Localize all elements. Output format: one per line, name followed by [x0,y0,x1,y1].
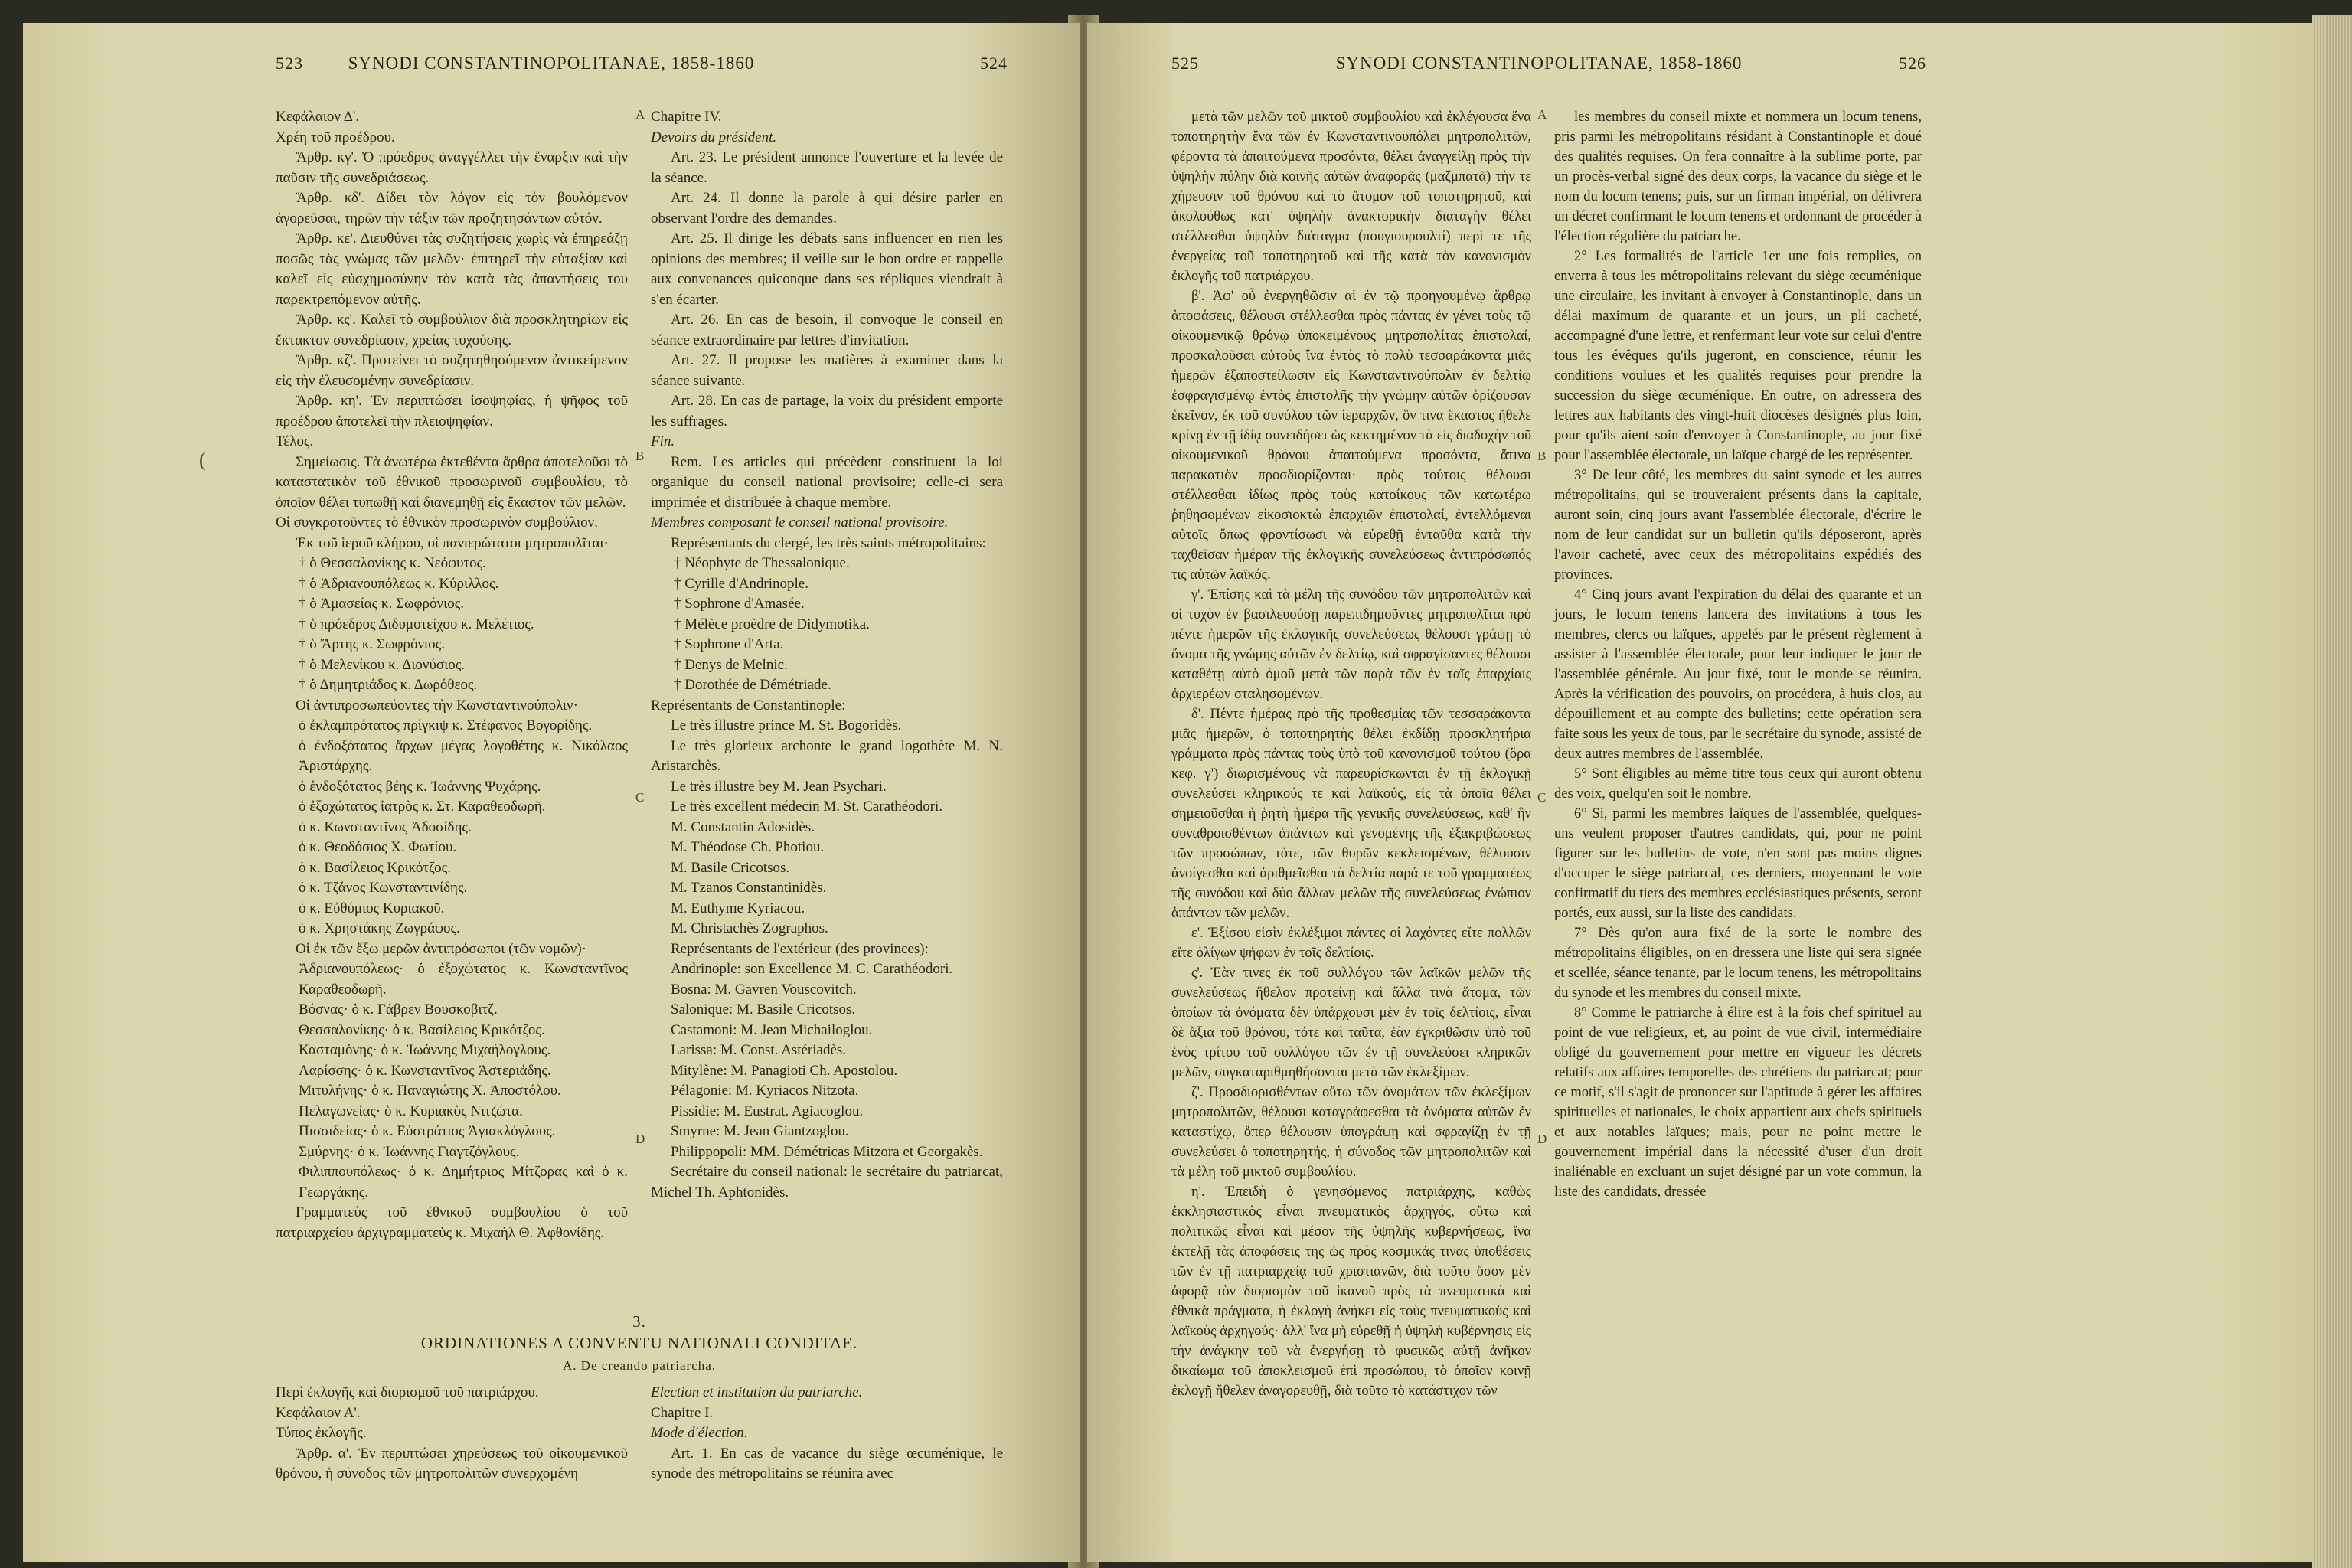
greek-article: Ἄρθρ. κγ'. Ὁ πρόεδρος ἀναγγέλλει τὴν ἔναρξιν καὶ τὴν παῦσιν τῆς συνεδριάσεως. [276,149,628,186]
french-article: Art. 1. En cas de vacance du siège œcuménique, le synode des métropolitains se réunira avec [651,1445,1003,1481]
french-chapter-subheading: Devoirs du président. [651,129,777,145]
left-french-column [651,107,1003,1203]
french-member: Le très glorieux archonte le grand logothète M. N. Aristarchès. [651,737,1003,774]
french-chapter-subheading: Mode d'élection. [651,1425,748,1441]
greek-article: Ἄρθρ. α'. Ἐν περιπτώσει χηρεύσεως τοῦ οἰκουμενικοῦ θρόνου, ἡ σύνοδος τῶν μητροπολιτῶν συνερχομένη [276,1445,628,1481]
french-member: † Denys de Melnic. [674,656,788,673]
french-member: M. Théodose Ch. Photiou. [671,839,825,855]
french-article: 3° De leur côté, les membres du saint synode et les autres métropolitains, qui se trouveraient présents dans la capitale, auront soin, cinq jours avant l'assemblée électorale, d'écrire le nom de leur candidat sur un bulletin qu'ils déposeront, après l'avoir cacheté, avec ceux des métropolitains expédiés des provinces. [1554,468,1922,583]
greek-member: † ὁ Δημητριάδος κ. Δωρόθεος. [299,677,478,693]
right-page [1087,23,2312,1562]
greek-note: Σημείωσις. Τὰ ἀνωτέρω ἐκτεθέντα ἄρθρα ἀποτελοῦσι τὸ καταστατικὸν τοῦ ἐθνικοῦ προσωρινοῦ συμβουλίου, τὸ ὁποῖον θέλει τυπωθῇ καὶ διανεμηθῇ εἰς ἕκαστον τῶν μελῶν. [276,453,628,511]
french-member: M. Tzanos Constantinidès. [671,880,827,896]
french-member: † Dorothée de Démétriade. [674,677,831,693]
greek-article: η'. Ἐπειδὴ ὁ γενησόμενος πατριάρχης, καθὼς ἐκκλησιαστικὸς εἶναι πνευματικὸς ἀρχηγός, οὕτω καὶ πολιτικῶς εἶναι καὶ μέσον τῆς ὑψηλῆς κυβερνήσεως, ἵνα ἐκτελῇ τὰς ἀποφάσεις της ὡς πρὸς κοσμικάς τινας ὑποθέσεις τῶν ἐν τῇ πατριαρχείᾳ τοῦ χριστιανῶν, διὰ τοῦτο ὅσον μὲν ἀφορᾷ τὸν διορισμὸν τοῦ ἱκανοῦ πρὸς τὰ πνευματικὰ καὶ ἐθνικὰ πράγματα, ἡ ἐκλογὴ ἀνήκει εἰς τοὺς πνευματικοὺς καὶ λαϊκοὺς ἀρχηγούς· ἀλλ' ἵνα μὴ εὑρεθῇ ἡ ὑψηλὴ κυβέρνησις εἰς τὴν ἀνάγκην τοῦ νὰ ἐνεργήσῃ τὸ φυσικῶς αὐτῇ ἀνῆκον δικαίωμα τοῦ ἀποκλεισμοῦ ἐπὶ προσώπου, τὸ ὁποῖον κοινῇ ἐκλογῇ ἤθελεν ἀναγορευθῇ, διὰ τοῦτο τὸ κατάστιχον τῶν [1171,1184,1531,1399]
margin-letter-c: C [635,790,645,805]
french-clergy-heading: Représentants du clergé, les très saints métropolitains: [671,534,986,551]
french-province: Smyrne: M. Jean Giantzoglou. [671,1123,849,1139]
margin-letter-b: B [1537,449,1547,463]
greek-chapter-subheading: Χρέη τοῦ προέδρου. [276,129,395,145]
left-greek-column [276,107,628,1243]
french-province: Philippopoli: MM. Démétricas Mitzora et Georgakès. [671,1143,983,1160]
greek-member: † ὁ Μελενίκου κ. Διονύσιος. [299,656,466,673]
greek-chapter-subheading: Τύπος ἐκλογῆς. [276,1425,367,1441]
greek-article: Ἄρθρ. κδ'. Δίδει τὸν λόγον εἰς τὸν βουλόμενον ἀγορεῦσαι, τηρῶν τὴν τάξιν τῶν προζητησάντων αὐτόν. [276,190,628,227]
greek-member: † ὁ πρόεδρος Διδυμοτείχου κ. Μελέτιος. [299,616,534,632]
french-province: Bosna: M. Gavren Vouscovitch. [671,981,857,998]
greek-member: ὁ κ. Κωνσταντῖνος Ἀδοσίδης. [299,818,472,835]
greek-article: ζ'. Προσδιορισθέντων οὕτω τῶν ὀνομάτων τῶν ἐκλεξίμων μητροπολιτῶν, θέλουσι καταγράφεσθαι τὰ ὀνόματα αὐτῶν ἐν καταστίχῳ, ὅπερ θέλουσιν ὑπογράψῃ καὶ σφραγίζῃ ἐν τῇ συνελεύσει ὁ τοποτηρητής, ἡ σύνοδος τῶν μητροπολιτῶν καὶ τὰ μέλη τοῦ μικτοῦ συμβουλίου. [1171,1085,1531,1180]
greek-article: β'. Ἀφ' οὗ ἐνεργηθῶσιν αἱ ἐν τῷ προηγουμένῳ ἄρθρῳ ἀποφάσεις, θέλουσι στέλλεσθαι πρὸς πάντας ἐν γένει τοὺς τῷ οἰκουμενικῷ θρόνῳ ὑποκειμένους μητροπολίτας ἐπιστολαί, προσκαλοῦσαι αὐτοὺς ἵνα ἐντὸς τὸ πολὺ τεσσαράκοντα μιᾶς ἡμερῶν ἐξαποστείλωσιν εἰς Κωνσταντινούπολιν ἐν δελτίῳ ἐσφραγισμένῳ ἐντὸς ἐπιστολῆς τὴν γνώμην αὐτῶν ὁρίζουσαν ἐκεῖνον, ἐκ τοῦ συνόλου τῶν ἱεραρχῶν, ὃν τινα ἕκαστος ἤθελε κρίνῃ ἐν τῇ ἰδίᾳ συνειδήσει ὡς κεκτημένον τὰ εἰς διαδοχὴν τοῦ οἰκουμενικοῦ θρόνου ἀπαιτούμενα προσόντα, ἅτινα παρακατιὸν προσδιορίζονται· πρὸς τούτοις θέλουσι στέλλεσθαι ἰδίως πρὸς τοὺς κατοίκους τῶν κατωτέρω ῥηθησομένων εἰκοσιοκτὼ ἐπαρχιῶν ἐπιστολαί, ἐντελλόμεναι αὐτοῖς ὅπως φροντίσωσι νὰ εὑρεθῇ ἐνταῦθα κατὰ τὴν ταχθεῖσαν ἡμέραν τῆς ἐκλογικῆς συνελεύσεως ἀντιπρόσωπός τις αὐτῶν λαϊκός. [1171,289,1531,583]
greek-member: † ὁ Ἀδριανουπόλεως κ. Κύριλλος. [299,575,499,592]
left-bottom-french [651,1383,1003,1485]
greek-member: ὁ κ. Τζάνος Κωνσταντινίδης. [299,880,468,896]
right-running-title: SYNODI CONSTANTINOPOLITANAE, 1858-1860 [1335,54,1743,73]
french-election-heading: Election et institution du patriarche. [651,1384,863,1400]
french-article: Art. 27. Il propose les matières à examiner dans la séance suivante. [651,352,1003,389]
page-number-525: 525 [1171,54,1199,73]
french-member: Le très illustre prince M. St. Bogoridès. [671,717,902,733]
french-member: M. Euthyme Kyriacou. [671,900,805,916]
greek-member: ὁ ἐνδοξότατος ἄρχων μέγας λογοθέτης κ. Νικόλαος Ἀριστάρχης. [299,737,628,774]
pencil-mark: ( [199,449,206,471]
french-article: 8° Comme le patriarche à élire est à la fois chef spirituel au point de vue religieux, et, au point de vue civil, intermédiaire obligé du gouvernement pour mettre en vigueur les décrets relatifs aux affaires temporelles des chrétiens du patriarcat; pour ce motif, s'il s'agit de prononcer sur l'aptitude à gérer les affaires spirituelles et nationales, le choix appartient aux chefs spirituels et aux notables laïques; mais, pour ne point mettre le gouvernement impérial dans la nécessité d'user d'un droit inaliénable en excluant un sujet désigné par un vote commun, la liste des candidats, dressée [1554,1005,1922,1200]
french-province: Salonique: M. Basile Cricotsos. [671,1001,856,1018]
greek-chapter-heading: Κεφάλαιον Δ'. [276,109,360,125]
french-member: M. Basile Cricotsos. [671,859,790,876]
french-article: Art. 28. En cas de partage, la voix du président emporte les suffrages. [651,393,1003,430]
french-member: Le très illustre bey M. Jean Psychari. [671,778,887,795]
french-member: Le très excellent médecin M. St. Carathéodori. [671,799,943,815]
french-province: Andrinople: son Excellence M. C. Carathéodori. [671,961,953,977]
french-chapter-heading: Chapitre I. [651,1404,714,1421]
french-provinces-heading: Représentants de l'extérieur (des provinces): [671,940,929,957]
greek-province: Μιτυλήνης· ὁ κ. Παναγιώτης Χ. Ἀποστόλου. [299,1083,561,1099]
french-secretary: Secrétaire du conseil national: le secrétaire du patriarcat, Michel Th. Aphtonidès. [651,1164,1003,1200]
greek-article: Ἄρθρ. κε'. Διευθύνει τὰς συζητήσεις χωρὶς νὰ ἐπηρεάζῃ ποσῶς τὰς γνώμας τῶν μελῶν· ἐπιτηρεῖ τὴν εὐταξίαν καὶ καλεῖ εἰς εὐσχημοσύνην τὸν κατὰ τὰς ἀπαντήσεις του παρεκτρεπόμενον αὐτῆς. [276,230,628,308]
french-member: † Néophyte de Thessalonique. [674,555,850,571]
section-title: ORDINATIONES A CONVENTU NATIONALI CONDITAE. [420,1334,858,1352]
greek-member: † ὁ Ἀμασείας κ. Σωφρόνιος. [299,596,464,612]
french-article: Art. 23. Le président annonce l'ouverture et la levée de la séance. [651,149,1003,186]
greek-members-heading: Οἱ συγκροτοῦντες τὸ ἐθνικὸν προσωρινὸν συμβούλιον. [276,514,598,531]
page-number-524: 524 [980,54,1008,73]
greek-article: γ'. Ἐπίσης καὶ τὰ μέλη τῆς συνόδου τῶν μητροπολιτῶν καὶ οἱ τυχὸν ἐν βασιλευούσῃ παρεπιδημοῦντες μητροπολῖται πρὸ πέντε ἡμερῶν τῆς ἐκλογικῆς συνελεύσεως θέλουσι γράψῃ τὸ ὄνομα τῆς γνώμης αὐτῶν ἐν δελτίῳ, καὶ σφραγίσαντες θέλουσι καταθέτῃ αὐτὸ ὁμοῦ μετὰ τῶν παρὰ τῶν ἐν ταῖς ἐπαρχίαις ἀρχιερέων σταλησομένων. [1171,587,1531,702]
greek-province: Πελαγωνείας· ὁ κ. Κυριακὸς Νιτζώτα. [299,1102,523,1119]
greek-member: ὁ ἐξοχώτατος ἰατρὸς κ. Στ. Καραθεοδωρῆ. [299,799,546,815]
french-member: † Cyrille d'Andrinople. [674,575,808,592]
french-article: 7° Dès qu'on aura fixé de la sorte le nombre des métropolitains éligibles, on en dressera une liste qui sera signée et scellée, séance tenante, par le locum tenens, les métropolitains du synode et les membres du conseil mixte. [1554,926,1922,1001]
greek-member: ὁ ἐνδοξότατος βέης κ. Ἰωάννης Ψυχάρης. [299,778,541,795]
greek-end: Τέλος. [276,433,314,449]
greek-member: ὁ κ. Εὐθύμιος Κυριακοῦ. [299,900,445,916]
greek-member: ὁ κ. Χρηστάκης Ζωγράφος. [299,920,460,936]
greek-cple-heading: Οἱ ἀντιπροσωπεύοντες τὴν Κωνσταντινούπολιν· [296,697,578,714]
greek-province: Θεσσαλονίκης· ὁ κ. Βασίλειος Κρικότζος. [299,1021,545,1038]
section-number: 3. [632,1312,646,1331]
greek-article: ε'. Ἐξίσου εἰσὶν ἐκλέξιμοι πάντες οἱ λαχόντες εἴτε πολλῶν εἴτε ὀλίγων ψήφων ἐν τοῖς δελτίοις. [1171,926,1531,961]
greek-member: ὁ κ. Θεοδόσιος Χ. Φωτίου. [299,839,457,855]
greek-member: † ὁ Ἄρτης κ. Σωφρόνιος. [299,636,445,652]
greek-clergy-heading: Ἐκ τοῦ ἱεροῦ κλήρου, οἱ πανιερώτατοι μητροπολῖται· [296,534,609,551]
french-note: Rem. Les articles qui précèdent constituent la loi organique du conseil national provisoire; celle-ci sera imprimée et distribuée à chaque membre. [651,453,1003,511]
right-french-column [1554,107,1922,1202]
french-members-heading: Membres composant le conseil national provisoire. [651,514,949,531]
french-article: 6° Si, parmi les membres laïques de l'assemblée, quelques-uns veulent proposer d'autres candidats, qui, pour ne point figurer sur les bulletins de vote, n'en sont pas moins dignes d'occuper le siège patriarcal, ces derniers, moyennant le vote confirmatif du tiers des membres ecclésiastiques présents, seront portés, eux aussi, sur la liste des candidats. [1554,806,1922,921]
french-province: Pélagonie: M. Kyriacos Nitzota. [671,1083,859,1099]
greek-article: ς'. Ἐὰν τινες ἐκ τοῦ συλλόγου τῶν λαϊκῶν μελῶν τῆς συνελεύσεως ἤθελον προτείνῃ καὶ ἄλλα τινὰ ἄτομα, τῶν ὁποίων τὰ ὀνόματα δὲν ὑπάρχουσι μὲν ἐν τοῖς δελτίοις, εἶναι δὲ ἄξια τοῦ θρόνου, τότε καὶ ταῦτα, ἐὰν ἐγκριθῶσιν ὑπὸ τοῦ ἑνὸς τρίτου τοῦ συλλόγου τῶν ἐν τῇ συνελεύσει κληρικῶν μελῶν, συγκαταριθμηθήσονται μετὰ τῶν ἐκλεξίμων. [1171,965,1531,1080]
page-number-526: 526 [1899,54,1926,73]
greek-article: Ἄρθρ. κη'. Ἐν περιπτώσει ἰσοψηφίας, ἡ ψῆφος τοῦ προέδρου ἀποτελεῖ τὴν πλειοψηφίαν. [276,393,628,430]
greek-article: Ἄρθρ. κζ'. Προτείνει τὸ συζητηθησόμενον ἀντικείμενον εἰς τὴν ἐλευσομένην συνεδρίασιν. [276,352,628,389]
greek-province: Κασταμόνης· ὁ κ. Ἰωάννης Μιχαήλογλους. [299,1042,551,1058]
french-member: M. Christachès Zographos. [671,920,828,936]
greek-province: Λαρίσσης· ὁ κ. Κωνσταντῖνος Ἀστεριάδης. [299,1062,551,1079]
greek-article: Ἄρθρ. κς'. Καλεῖ τὸ συμβούλιον διὰ προσκλητηρίων εἰς ἔκτακτον συνεδρίασιν, χρείας τυχούσης. [276,312,628,348]
left-running-title: SYNODI CONSTANTINOPOLITANAE, 1858-1860 [348,54,755,73]
left-bottom-greek [276,1383,628,1485]
french-member: † Mélèce proèdre de Didymotika. [674,616,870,632]
french-end: Fin. [651,433,675,449]
french-chapter-heading: Chapitre IV. [651,109,722,125]
french-province: Mitylène: M. Panagioti Ch. Apostolou. [671,1062,898,1079]
greek-member: ὁ ἐκλαμπρότατος πρίγκιψ κ. Στέφανος Βογορίδης. [299,717,593,733]
margin-letter-a: A [1537,107,1547,122]
margin-letter-c: C [1537,790,1547,805]
greek-province: Φιλιππουπόλεως· ὁ κ. Δημήτριος Μίτζορας καὶ ὁ κ. Γεωργάκης. [299,1164,628,1200]
greek-secretary: Γραμματεὺς τοῦ ἐθνικοῦ συμβουλίου ὁ τοῦ πατριαρχείου ἀρχιγραμματεὺς κ. Μιχαὴλ Θ. Ἀφθονίδης. [276,1204,628,1241]
greek-province: Σμύρνης· ὁ κ. Ἰωάννης Γιαγτζόγλους. [299,1143,520,1160]
greek-article: μετὰ τῶν μελῶν τοῦ μικτοῦ συμβουλίου καὶ ἐκλέγουσα ἕνα τοποτηρητὴν ἕνα τῶν ἐν Κωνσταντινουπόλει μητροπολιτῶν, φέροντα τὰ ἀπαιτούμενα προσόντα, θέλει ἀναγγείλῃ πρὸς τὴν ὑψηλὴν πύλην διὰ κοινῆς αὐτῶν ἀναφορᾶς (μαζμπατᾶ) τὴν τε χήρευσιν τοῦ θρόνου καὶ τὸ ἄτομον τοῦ τοποτηρητοῦ, καὶ ἀκολούθως κατ' ὑψηλὴν ἀνακτορικὴν διαταγὴν θέλει στέλλεσθαι ὑψηλὸν διάταγμα (πουγιουρουλτί) περὶ τε τῆς ἐνεργείας τοῦ τοποτηρητοῦ καὶ τῆς κατὰ τὸν κανονισμὸν ἐκλογῆς τοῦ πατριάρχου. [1171,109,1531,284]
french-article: 5° Sont éligibles au même titre tous ceux qui auront obtenu des voix, quelqu'en soit le nombre. [1554,766,1922,802]
greek-province: Βόσνας· ὁ κ. Γάβρεν Βουσκοβιτζ. [299,1001,498,1018]
left-page [23,23,1080,1562]
french-member: M. Constantin Adosidès. [671,818,815,835]
greek-province: Ἀδριανουπόλεως· ὁ ἐξοχώτατος κ. Κωνσταντῖνος Καραθεοδωρῆ. [299,961,628,998]
right-greek-column [1171,107,1531,1401]
french-article: Art. 26. En cas de besoin, il convoque le conseil en séance extraordinaire par lettres d'invitation. [651,312,1003,348]
margin-letter-a: A [635,107,645,122]
french-cple-heading: Représentants de Constantinople: [651,697,846,714]
french-article: Art. 24. Il donne la parole à qui désire parler en observant l'ordre des demandes. [651,190,1003,227]
french-province: Castamoni: M. Jean Michailoglou. [671,1021,873,1038]
greek-election-heading: Περὶ ἐκλογῆς καὶ διορισμοῦ τοῦ πατριάρχου. [276,1384,539,1400]
page-edges [2312,15,2352,1568]
french-member: † Sophrone d'Arta. [674,636,784,652]
margin-letter-d: D [1537,1132,1547,1146]
greek-chapter-heading: Κεφάλαιον Α'. [276,1404,361,1421]
greek-provinces-heading: Οἱ ἐκ τῶν ἔξω μερῶν ἀντιπρόσωποι (τῶν νομῶν)· [296,940,586,957]
greek-province: Πισσιδείας· ὁ κ. Εὐστράτιος Ἀγιακλόγλους. [299,1123,556,1139]
french-province: Larissa: M. Const. Astériadès. [671,1042,847,1058]
greek-article: δ'. Πέντε ἡμέρας πρὸ τῆς προθεσμίας τῶν τεσσαράκοντα μιᾶς ἡμερῶν, ὁ τοποτηρητὴς θέλει ἐκδίδῃ προσκλητήρια γράμματα πρὸς πάντας τοὺς ὑπὸ τοῦ κανονισμοῦ τούτου (ὅρα κεφ. γ') διωρισμένους νὰ παρευρίσκωνται ἐν τῇ ἐκλογικῇ συνελεύσει κληρικούς τε καὶ λαϊκούς, εἰς τὰ ὁποῖα θέλει σημειοῦσθαι ἡ ῥητὴ ἡμέρα τῆς γενικῆς συνελεύσεως, καθ' ἣν συναθροισθέντων ἁπάντων καὶ γενομένης τῆς ἐξακριβώσεως τῶν προσώπων, τότε, τῶν θυρῶν κεκλεισμένων, θέλουσιν ἀνοίγεσθαι καὶ ἀριθμεῖσθαι τὰ δελτία παρά τε τοῦ γραμματέως τῆς συνόδου καὶ δύο ἄλλων μελῶν τῆς συνελεύσεως ἐνώπιον ἁπάντων τῶν μελῶν. [1171,707,1531,921]
french-article: 4° Cinq jours avant l'expiration du délai des quarante et un jours, le locum tenens lancera des invitations à tous les membres, clercs ou laïques, appelés par le présent règlement à assister à l'assemblée électorale, pour leur indiquer le jour de l'assemblée générale. Au jour fixé, tout le monde se réunira. Après la vérification des pouvoirs, on procédera, à huis clos, au dépouillement et au compte des bulletins; cette opération sera faite sous les yeux de tous, par le secrétaire du synode, assisté de deux autres membres de l'assemblée. [1554,587,1922,762]
section-subtitle: A. De creando patriarcha. [562,1358,717,1373]
french-article: les membres du conseil mixte et nommera un locum tenens, pris parmi les métropolitains résidant à Constantinople et doué des qualités requises. On fera connaître à la sublime porte, par un procès-verbal signé des deux corps, la vacance du siège et le nom du locum tenens; puis, sur un firman impérial, on délivrera un décret confirmant le locum tenens et ordonnant de procéder à l'élection régulière du patriarche. [1554,109,1922,244]
french-province: Pissidie: M. Eustrat. Agiacoglou. [671,1102,864,1119]
margin-letter-b: B [635,449,645,463]
french-member: † Sophrone d'Amasée. [674,596,805,612]
page-number-523: 523 [276,54,303,73]
french-article: Art. 25. Il dirige les débats sans influencer en rien les opinions des membres; il veille sur le bon ordre et rappelle aux convenances quiconque dans ses répliques viendrait à s'en écarter. [651,230,1003,308]
greek-member: † ὁ Θεσσαλονίκης κ. Νεόφυτος. [299,555,486,571]
greek-member: ὁ κ. Βασίλειος Κρικότζος. [299,859,451,876]
margin-letter-d: D [635,1132,645,1146]
french-article: 2° Les formalités de l'article 1er une fois remplies, on enverra à tous les métropolitains relevant du siège œcuménique une circulaire, les invitant à envoyer à Constantinople, dans un délai maximum de quarante et un jours, un pli cacheté, accompagné d'une lettre, et renfermant leur vote sur celui d'entre tous les évêques qu'ils jugeront, en conscience, réunir les conditions voulues et les qualités requises pour prendre la succession du siège œcuménique. En outre, on adressera des lettres aux habitants des vingt-huit diocèses désignés plus loin, pour qu'ils aient soin d'envoyer à Constantinople, au jour fixé pour l'assemblée électorale, un laïque chargé de les représenter. [1554,249,1922,463]
